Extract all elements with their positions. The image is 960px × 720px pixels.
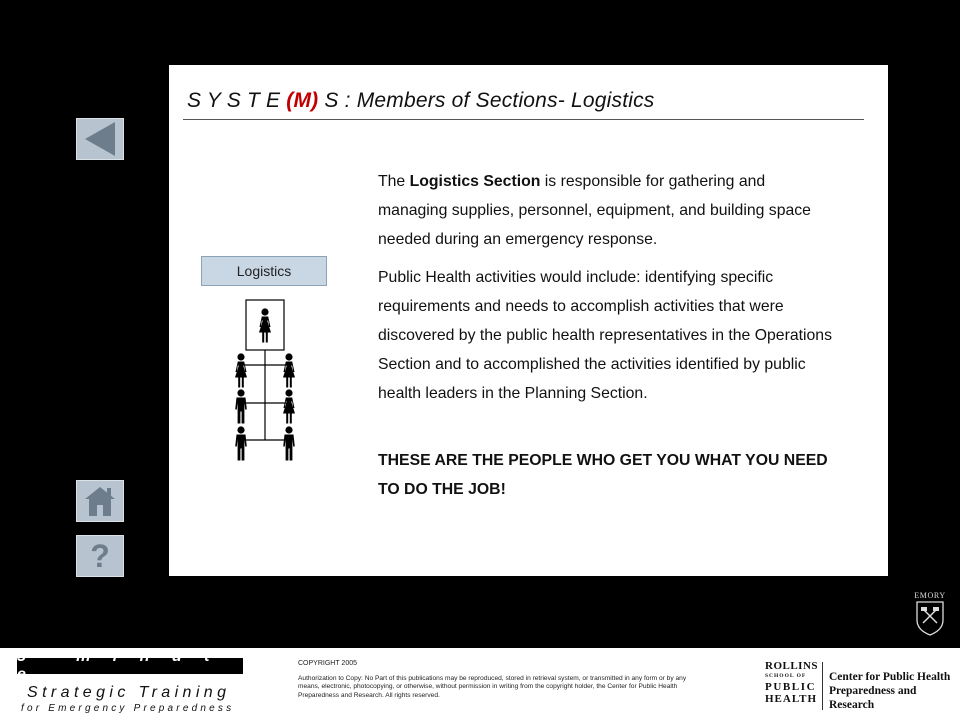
five-minute-banner bbox=[17, 648, 243, 683]
emory-logo bbox=[913, 591, 947, 641]
slide-title bbox=[187, 89, 655, 113]
left-triangle-icon bbox=[79, 120, 121, 158]
title-prefix: S Y S T E bbox=[187, 89, 287, 112]
help-button[interactable] bbox=[76, 535, 124, 577]
emory-shield-icon bbox=[915, 600, 945, 636]
title-divider bbox=[183, 119, 864, 120]
tagline-callout: THESE ARE THE PEOPLE WHO GET YOU WHAT YOU NEED TO DO THE JOB! bbox=[378, 452, 828, 498]
public-health-activities: Public Health activities would include: identifying specific requirements and needs to accomplish activities that were discovered by the public health representatives in the Operations Section and to accomplished the activities identified by public health leaders in the Planning Section. bbox=[378, 269, 832, 402]
p1-rest: is responsible for gathering and managing supplies, personnel, equipment, and building space needed during an emergency response. bbox=[378, 173, 811, 248]
rollins-line-2: SCHOOL OF bbox=[765, 673, 807, 679]
logistics-label-box bbox=[201, 256, 327, 286]
slide-content bbox=[169, 65, 888, 576]
staff-figure-icon bbox=[283, 426, 295, 460]
staff-figure-icon bbox=[283, 389, 295, 423]
copyright-text: COPYRIGHT 2005 bbox=[298, 660, 358, 667]
title-suffix: S : Members of Sections- Logistics bbox=[318, 89, 655, 112]
footer bbox=[0, 648, 960, 720]
logo-divider bbox=[822, 662, 823, 710]
logistics-label: Logistics bbox=[236, 263, 292, 279]
staff-figure-icon bbox=[283, 353, 295, 387]
center-line-1: Center for Public Health bbox=[829, 671, 951, 683]
rollins-logo bbox=[765, 661, 817, 705]
org-chart-diagram bbox=[214, 295, 334, 475]
question-mark-icon: ? bbox=[90, 537, 110, 574]
rollins-line-4: HEALTH bbox=[765, 692, 818, 705]
strategic-training-text: Strategic Training bbox=[27, 684, 231, 701]
emory-text: EMORY bbox=[914, 591, 946, 600]
five-minute-text: 5 - m i n u t e bbox=[17, 648, 219, 683]
back-button[interactable] bbox=[76, 118, 124, 160]
emergency-preparedness-text: for Emergency Preparedness bbox=[21, 703, 235, 714]
center-line-2: Preparedness and Research bbox=[829, 685, 917, 711]
rollins-line-1: ROLLINS bbox=[765, 660, 819, 672]
rollins-line-3: PUBLIC bbox=[765, 680, 817, 693]
authorization-text: Authorization to Copy: No Part of this publications may be reproduced, stored in retrieval system, or transmitted in any form or by any means, electronic, photocopying, or otherwise, without permission in writing from the copyright holder, the Center for Public Health Preparedness and Research. All rights reserved. bbox=[298, 675, 687, 699]
home-icon bbox=[80, 482, 120, 520]
center-logo bbox=[829, 670, 960, 712]
p1-prefix: The bbox=[378, 173, 410, 190]
staff-figure-icon bbox=[235, 353, 247, 387]
title-m: (M) bbox=[286, 89, 319, 112]
home-button[interactable] bbox=[76, 480, 124, 522]
p1-bold: Logistics Section bbox=[409, 173, 541, 190]
staff-figure-icon bbox=[235, 389, 247, 423]
body-text bbox=[378, 167, 833, 504]
logistics-description bbox=[378, 167, 833, 254]
staff-figure-icon bbox=[235, 426, 247, 460]
